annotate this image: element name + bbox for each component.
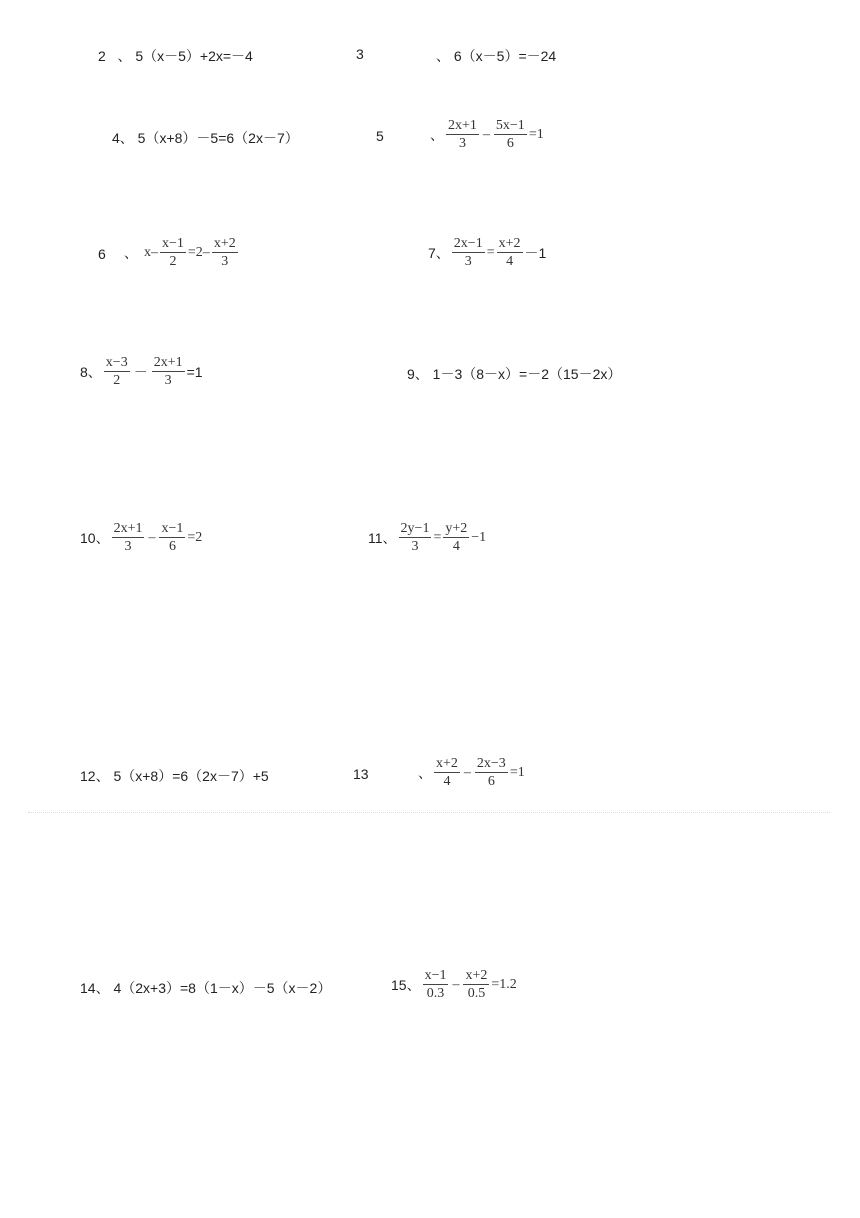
problem-8-label: 8、 bbox=[80, 363, 102, 380]
denominator: 3 bbox=[458, 136, 466, 152]
right-hand-side: =1 bbox=[509, 764, 525, 780]
fraction bbox=[446, 118, 479, 152]
problem-15-label: 15、 bbox=[391, 976, 421, 993]
problem-9: 9、 1－3（8－x）=－2（15－2x） bbox=[407, 366, 622, 382]
fraction bbox=[159, 521, 185, 555]
numerator: 2x+1 bbox=[152, 355, 185, 372]
problem-3-equation: 、 6（x－5）=－24 bbox=[436, 48, 557, 64]
denominator: 4 bbox=[452, 539, 460, 555]
problem-7-label: 7、 bbox=[428, 244, 450, 261]
denominator: 0.3 bbox=[426, 986, 445, 1002]
fraction bbox=[212, 236, 238, 270]
operator: – bbox=[452, 976, 460, 992]
problem-13-number: 13 bbox=[353, 766, 369, 782]
denominator: 3 bbox=[221, 254, 229, 270]
fraction bbox=[463, 968, 489, 1002]
page-divider bbox=[28, 812, 830, 813]
equals: = bbox=[433, 529, 442, 545]
operator: – bbox=[463, 764, 471, 780]
middle-term: =2– bbox=[187, 244, 210, 260]
problem-4: 4、 5（x+8）－5=6（2x－7） bbox=[112, 130, 299, 146]
denominator: 2 bbox=[113, 373, 121, 389]
tail-term: −1 bbox=[471, 529, 487, 545]
denominator: 3 bbox=[464, 254, 472, 270]
right-hand-side: =1 bbox=[528, 126, 544, 142]
denominator: 4 bbox=[443, 774, 451, 790]
lead-term: x– bbox=[144, 244, 158, 260]
numerator: 2y−1 bbox=[399, 521, 432, 538]
fraction bbox=[434, 756, 460, 790]
problem-2: 2 、 5（x－5）+2x=－4 bbox=[98, 48, 253, 64]
fraction bbox=[452, 236, 485, 270]
fraction bbox=[112, 521, 145, 555]
right-hand-side: =1.2 bbox=[491, 976, 517, 992]
fraction bbox=[443, 521, 469, 555]
denominator: 2 bbox=[169, 254, 177, 270]
denominator: 0.5 bbox=[467, 986, 486, 1002]
fraction bbox=[475, 756, 508, 790]
denominator: 3 bbox=[411, 539, 419, 555]
numerator: 2x+1 bbox=[112, 521, 145, 538]
problem-11-equation bbox=[368, 521, 486, 555]
numerator: y+2 bbox=[443, 521, 469, 538]
equals: = bbox=[486, 244, 495, 260]
operator: – bbox=[482, 126, 490, 142]
numerator: 2x−1 bbox=[452, 236, 485, 253]
right-hand-side: =2 bbox=[187, 529, 203, 545]
numerator: 2x−3 bbox=[475, 756, 508, 773]
fraction bbox=[152, 355, 185, 389]
problem-11-label: 11、 bbox=[368, 529, 397, 546]
denominator: 6 bbox=[168, 539, 176, 555]
problem-5-number: 5 bbox=[376, 128, 384, 144]
fraction bbox=[399, 521, 432, 555]
problem-14: 14、 4（2x+3）=8（1－x）－5（x－2） bbox=[80, 980, 332, 996]
fraction bbox=[497, 236, 523, 270]
problem-6-separator: 、 bbox=[124, 244, 138, 261]
numerator: x−1 bbox=[160, 236, 186, 253]
denominator: 4 bbox=[506, 254, 514, 270]
problem-13-separator: 、 bbox=[418, 764, 432, 781]
problem-5-equation bbox=[430, 118, 544, 152]
numerator: 2x+1 bbox=[446, 118, 479, 135]
numerator: x+2 bbox=[434, 756, 460, 773]
problem-7-equation bbox=[428, 236, 546, 270]
numerator: x+2 bbox=[497, 236, 523, 253]
numerator: 5x−1 bbox=[494, 118, 527, 135]
problem-13-equation bbox=[418, 756, 525, 790]
fraction bbox=[160, 236, 186, 270]
problem-10-label: 10、 bbox=[80, 529, 110, 546]
operator: － bbox=[133, 363, 148, 380]
denominator: 3 bbox=[124, 539, 132, 555]
problem-15-equation bbox=[391, 968, 517, 1002]
numerator: x+2 bbox=[212, 236, 238, 253]
fraction bbox=[494, 118, 527, 152]
fraction bbox=[104, 355, 130, 389]
denominator: 6 bbox=[506, 136, 514, 152]
operator: – bbox=[148, 529, 156, 545]
problem-3-number: 3 bbox=[356, 46, 364, 62]
numerator: x−3 bbox=[104, 355, 130, 372]
denominator: 3 bbox=[164, 373, 172, 389]
numerator: x+2 bbox=[463, 968, 489, 985]
fraction bbox=[423, 968, 449, 1002]
numerator: x−1 bbox=[159, 521, 185, 538]
problem-8-equation bbox=[80, 355, 203, 389]
problem-6-number: 6 bbox=[98, 246, 106, 262]
right-hand-side: =1 bbox=[186, 363, 203, 380]
tail-term: －1 bbox=[524, 244, 547, 261]
problem-6-equation bbox=[124, 236, 240, 270]
problem-5-separator: 、 bbox=[430, 126, 444, 143]
numerator: x−1 bbox=[423, 968, 449, 985]
problem-12: 12、 5（x+8）=6（2x－7）+5 bbox=[80, 768, 269, 784]
problem-10-equation bbox=[80, 521, 202, 555]
denominator: 6 bbox=[487, 774, 495, 790]
